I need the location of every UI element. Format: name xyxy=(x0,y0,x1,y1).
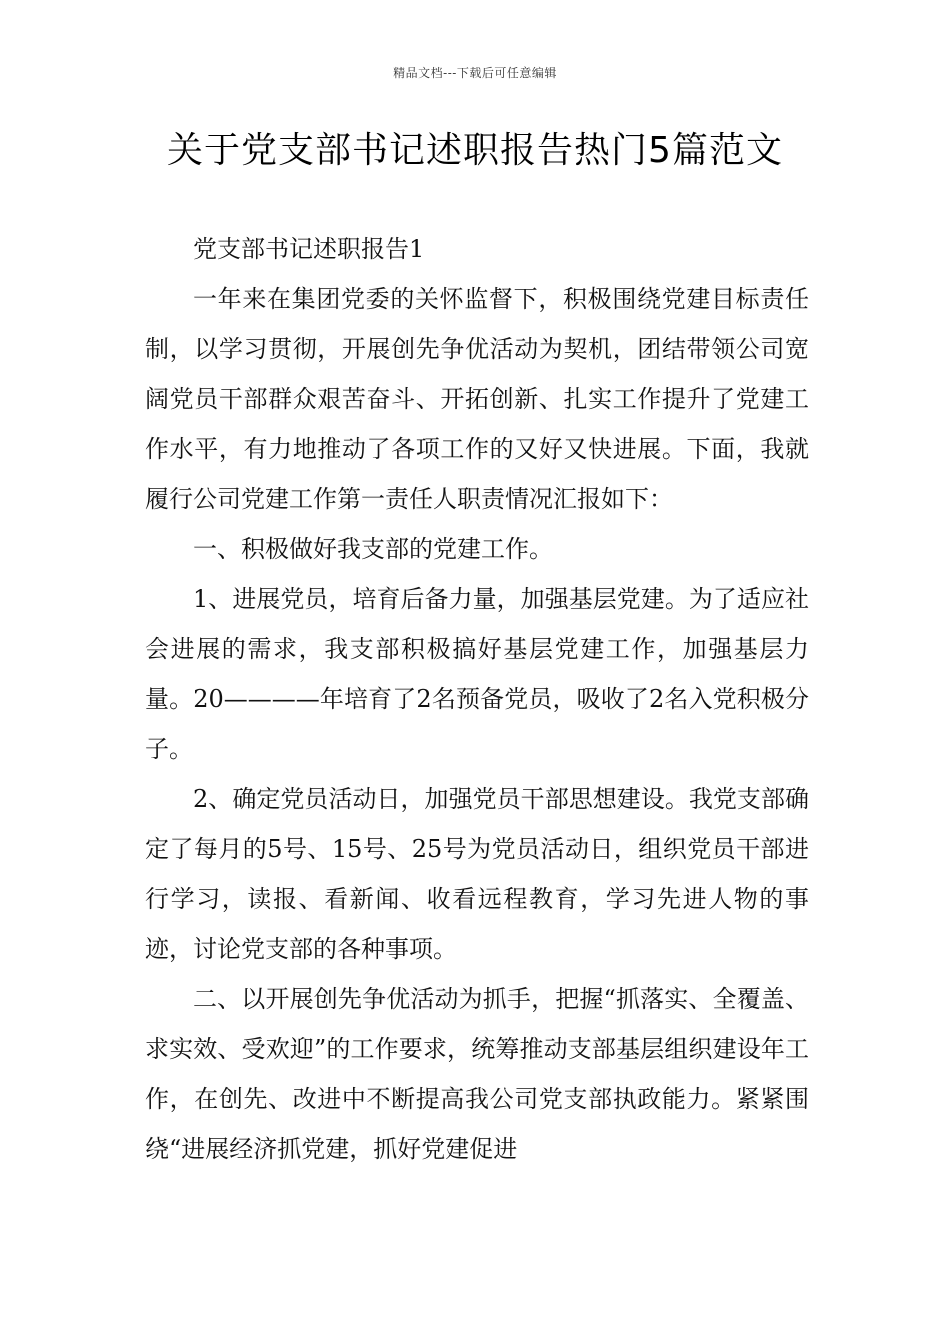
paragraph-section-2: 二、以开展创先争优活动为抓手，把握“抓落实、全覆盖、求实效、受欢迎”的工作要求，统筹推动支部基层组织建设年工作，在创先、改进中不断提高我公司党支部执政能力。紧紧围绕“进展经济抓党建，抓好党建促进 xyxy=(145,985,809,1163)
header-note: 精品文档---下载后可任意编辑 xyxy=(393,66,557,80)
section-heading-1: 一、积极做好我支部的党建工作。 xyxy=(193,535,553,563)
document-body xyxy=(145,224,809,1174)
paragraph-item-1: 1、进展党员，培育后备力量，加强基层党建。为了适应社会进展的需求，我支部积极搞好基层党建工作，加强基层力量。20————年培育了2名预备党员，吸收了2名入党积极分子。 xyxy=(145,585,809,763)
document-title: 关于党支部书记述职报告热门5篇范文 xyxy=(167,130,783,171)
paragraph-intro: 一年来在集团党委的关怀监督下，积极围绕党建目标责任制，以学习贯彻，开展创先争优活动为契机，团结带领公司宽阔党员干部群众艰苦奋斗、开拓创新、扎实工作提升了党建工作水平，有力地推动了各项工作的又好又快进展。下面，我就履行公司党建工作第一责任人职责情况汇报如下： xyxy=(145,285,809,513)
paragraph-item-2: 2、确定党员活动日，加强党员干部思想建设。我党支部确定了每月的5号、15号、25号为党员活动日，组织党员干部进行学习，读报、看新闻、收看远程教育，学习先进人物的事迹，讨论党支部的各种事项。 xyxy=(145,785,809,963)
section-heading-report-1: 党支部书记述职报告1 xyxy=(193,235,425,263)
